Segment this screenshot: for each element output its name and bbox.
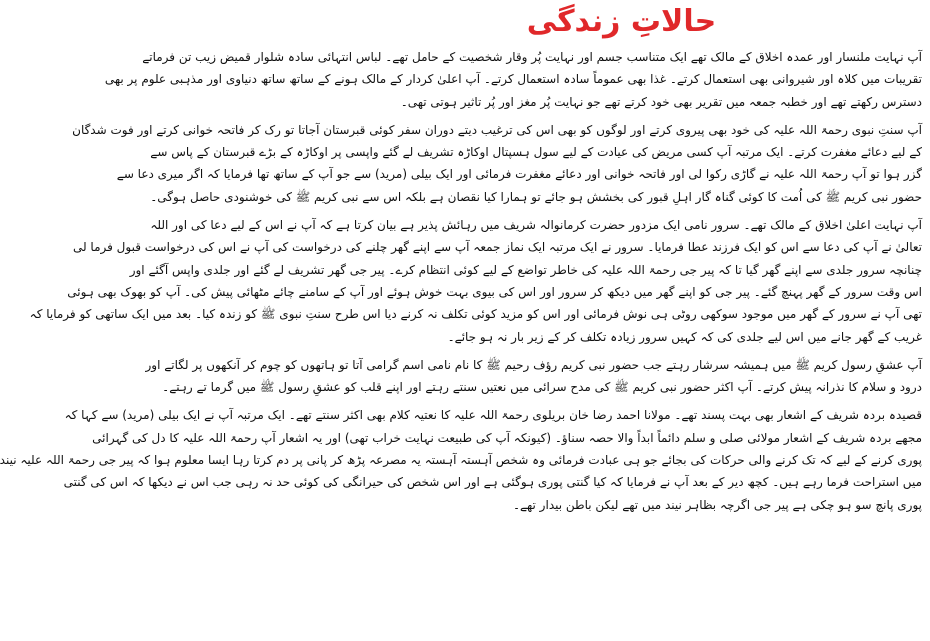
document-page xyxy=(0,2,930,641)
text-line: آپ سنتِ نبوی رحمۃ اللہ علیہ کی خود بھی پیروی کرتے اور لوگوں کو بھی اس کی ترغیب دیتے دوران سفر کوئی قبرستان آجاتا تو رک کر فاتحہ خوانی کرتے اور فوت شدگان xyxy=(72,122,922,137)
text-line: چنانچہ سرور جلدی سے اپنے گھر گیا تا کہ پیر جی رحمۃ اللہ علیہ کی خاطر تواضع کے لیے کوئی انتظام کرے۔ پیر جی گھر تشریف لے گئے اور جلدی واپس آگئے اور xyxy=(129,262,922,277)
text-line: دسترس رکھتے تھے اور خطبہ جمعہ میں تقریر بھی خود کرتے تھے جو نہایت پُر مغز اور پُر تاثیر ہوتی تھی۔ xyxy=(400,94,922,109)
paragraph-love-of-prophet xyxy=(145,354,922,399)
text-line: پوری پانچ سو ہو چکی ہے پیر جی اگرچہ بظاہر نیند میں تھے لیکن باطن بیدار تھے۔ xyxy=(512,497,922,512)
text-line: آپ نہایت اعلیٰ اخلاق کے مالک تھے۔ سرور نامی ایک مزدور حضرت کرمانوالہ شریف میں رہائش پذیر ہے بیان کرتا ہے کہ آپ نے اس کے لیے دعا کی اور اللہ xyxy=(150,218,922,233)
paragraph-sunnah xyxy=(72,119,922,208)
text-line: غریب کے گھر جانے میں اس لیے جلدی کی کہ کہیں سرور زیادہ تکلف کر کے زیر بار نہ ہو جائے۔ xyxy=(447,329,922,344)
paragraph-qasida-burda xyxy=(0,404,922,515)
paragraph-appearance xyxy=(104,46,922,113)
paragraph-character xyxy=(29,214,922,348)
text-line: تقریبات میں کلاہ اور شیروانی بھی استعمال کرتے۔ غذا بھی عموماً سادہ استعمال کرتے۔ آپ اعلیٰ کردار کے مالک ہونے کے ساتھ ساتھ دنیاوی اور مذہبی علوم پر بھی xyxy=(104,72,922,87)
text-line: کے لیے دعائے مغفرت کرتے۔ ایک مرتبہ آپ کسی مریض کی عیادت کے لیے سول ہسپتال اوکاڑہ تشریف لے گئے واپسی پر اوکاڑہ کے بڑے قبرستان کے پاس سے xyxy=(150,145,922,160)
text-line: مجھے بردہ شریف کے اشعار مولائی صلی و سلم دائماً ابداً والا حصہ سناؤ۔ (کیونکہ آپ کی طبیعت نہایت خراب تھی) اور یہ اشعار آپ رحمۃ اللہ علیہ کا دل کی گہرائی xyxy=(92,430,922,445)
text-line: قصیدہ بردہ شریف کے اشعار بھی بہت پسند تھے۔ مولانا احمد رضا خان بریلوی رحمۃ اللہ علیہ کا نعتیہ کلام بھی اکثر سنتے تھے۔ ایک مرتبہ آپ نے ایک بیلی (مرید) سے کہا کہ xyxy=(64,408,922,423)
text-line: گزر ہوا تو آپ رحمۃ اللہ علیہ نے گاڑی رکوا لی اور فاتحہ خوانی اور دعائے مغفرت فرمائی اور ایک بیلی (مرید) سے جو آپ کے ساتھ تھا فرمایا کہ اگر میری دعا سے xyxy=(116,167,922,182)
text-line: تعالیٰ نے آپ کی دعا سے اس کو ایک فرزند عطا فرمایا۔ سرور نے ایک مرتبہ ایک نماز جمعہ آپ سے اپنے گھر چلنے کی درخواست کی آپ نے اس کی درخواست قبول فرما لی xyxy=(72,240,922,255)
page-title: حالاتِ زندگی xyxy=(526,4,717,39)
text-line: پوری کرنے کے لیے کہ تک کرنے والی حرکات کی بجائے جو ہی عبادت فرمائی وہ شخص آہستہ آہستہ یہ مصرعہ پڑھ کر پانی پر دم کرتا رہا ایسا معلوم ہوا کہ پیر جی رحمۃ اللہ علیہ نیند xyxy=(0,453,922,468)
text-line: آپ عشقِ رسول کریم ﷺ میں ہمیشہ سرشار رہتے جب حضور نبی کریم رؤف رحیم ﷺ کا نام نامی اسم گرامی آتا تو ہاتھوں کو چوم کر آنکھوں پر لگاتے اور xyxy=(145,357,922,372)
text-line: اس وقت سرور کے گھر پہنچ گئے۔ پیر جی کو اپنے گھر میں دیکھ کر سرور اور اس کی بیوی بہت خوش ہوئے اور آپ کے سامنے چائے مٹھائی پیش کی۔ آپ کو بھوک بھی ہوئی xyxy=(67,284,922,299)
text-line: میں استراحت فرما رہے ہیں۔ کچھ دیر کے بعد آپ نے فرمایا کہ کیا گنتی پوری ہوگئی ہے اور اس شخص کی حیرانگی کی کوئی حد نہ رہی جب اس نے دیکھا کہ اس کی گنتی xyxy=(63,475,922,490)
text-line: تھی آپ نے سرور کے گھر میں موجود سوکھی روٹی ہی نوش فرمائی اور اس کو مزید کوئی تکلف نہ کرنے دیا اس طرح سنتِ نبوی ﷺ کو زندہ کیا۔ بعد میں ایک ساتھی کو فرمایا کہ xyxy=(29,307,922,322)
text-line: درود و سلام کا نذرانہ پیش کرتے۔ آپ اکثر حضور نبی کریم ﷺ کی مدح سرائی میں نعتیں سنتے رہتے اور اپنے قلب کو عشقِ رسول ﷺ میں گرما تے رہتے۔ xyxy=(162,380,922,395)
text-line: آپ نہایت ملنسار اور عمدہ اخلاق کے مالک تھے ایک متناسب جسم اور نہایت پُر وقار شخصیت کے حامل تھے۔ لباس انتہائی سادہ شلوار قمیض زیب تن فرماتے xyxy=(142,50,922,64)
text-line: حضور نبی کریم ﷺ کی اُمت کا کوئی گناہ گار اہلِ قبور کی بخشش ہو جائے تو ہمارا کیا نقصان ہے بلکہ اس سے نبی کریم ﷺ کی خوشنودی حاصل ہوگی۔ xyxy=(150,189,922,204)
